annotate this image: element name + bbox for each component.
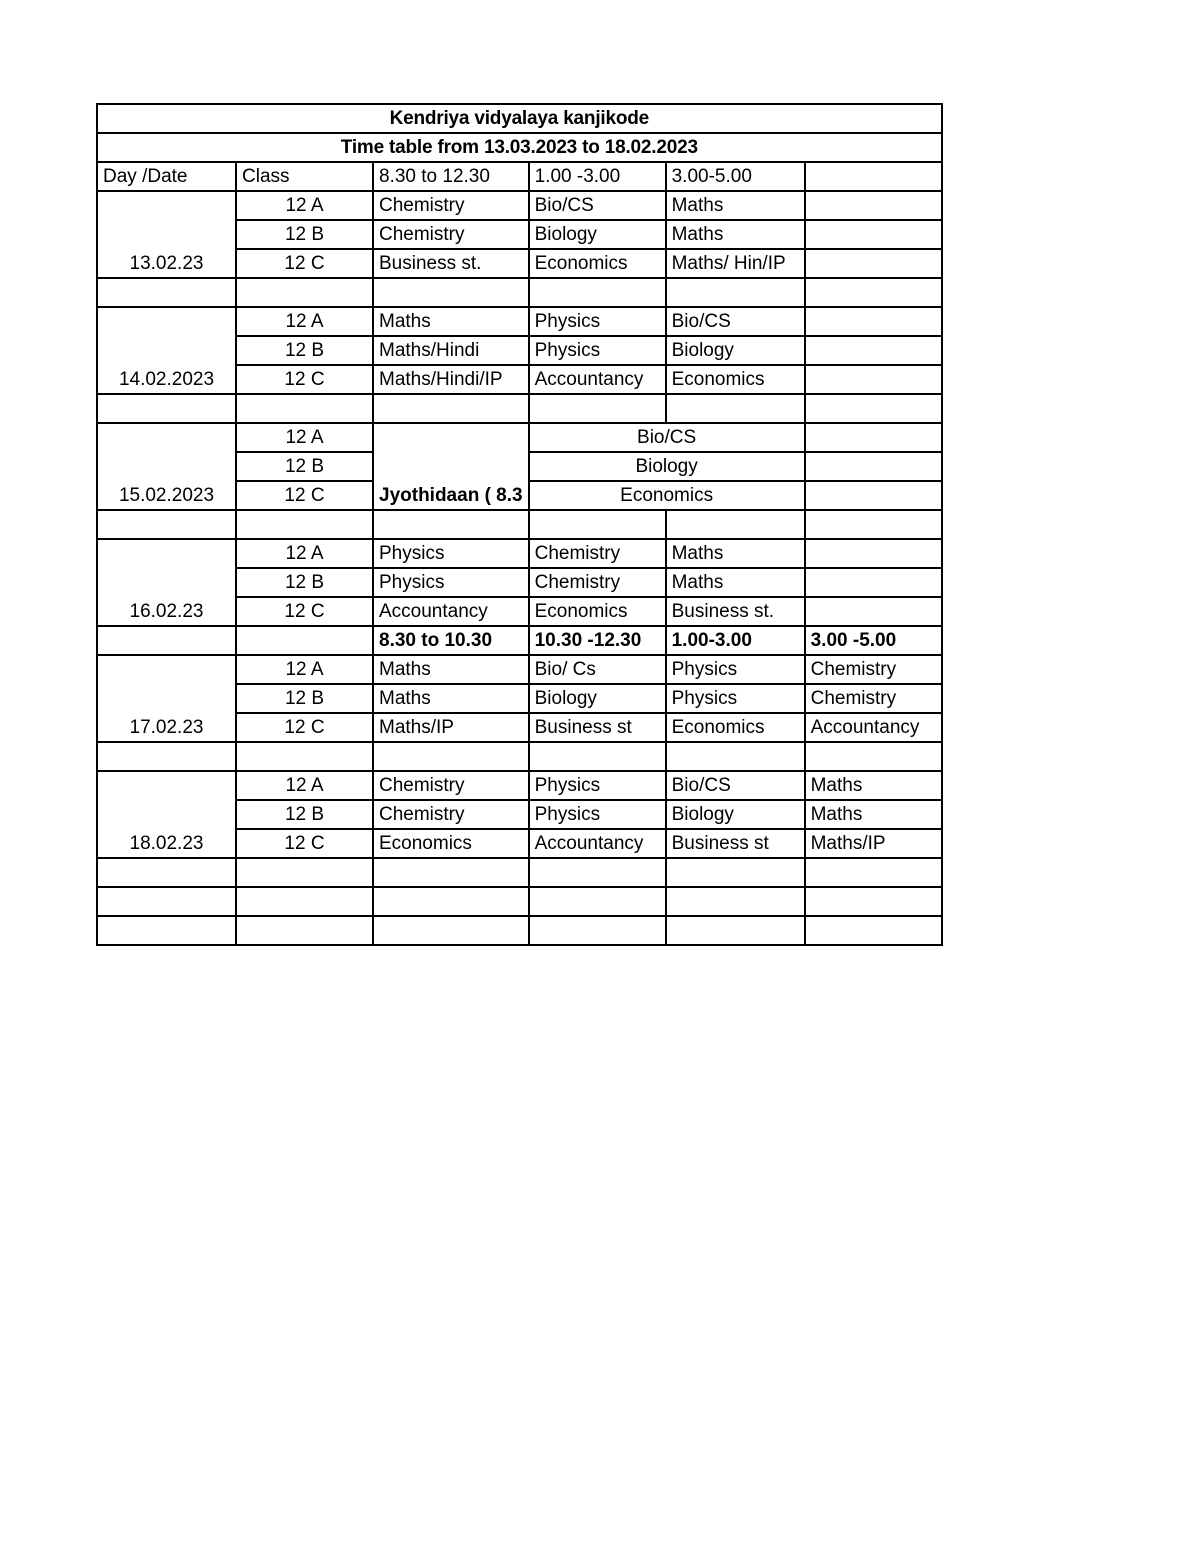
empty-cell [805, 481, 942, 510]
subject-cell: Physics [666, 655, 805, 684]
subject-cell: Chemistry [373, 771, 529, 800]
subject-cell: Physics [666, 684, 805, 713]
school-title: Kendriya vidyalaya kanjikode [97, 104, 942, 133]
subject-cell: Maths [666, 568, 805, 597]
subject-cell: Economics [529, 481, 805, 510]
subject-cell: Physics [373, 568, 529, 597]
table-row [97, 307, 942, 336]
empty-cell [805, 365, 942, 394]
subject-cell: Maths/IP [373, 713, 529, 742]
subject-cell: Chemistry [373, 191, 529, 220]
subject-cell: Physics [529, 771, 666, 800]
timetable-subtitle: Time table from 13.03.2023 to 18.02.2023 [97, 133, 942, 162]
date-cell: 18.02.23 [97, 771, 236, 858]
empty-cell [805, 539, 942, 568]
subject-cell: Economics [529, 249, 666, 278]
subject-cell: Business st [666, 829, 805, 858]
subject-cell: Chemistry [805, 684, 942, 713]
class-cell: 12 A [236, 423, 373, 452]
subject-cell: Accountancy [529, 829, 666, 858]
class-cell: 12 A [236, 191, 373, 220]
date-cell: 17.02.23 [97, 655, 236, 742]
subject-cell: Maths/ Hin/IP [666, 249, 805, 278]
class-cell: 12 C [236, 597, 373, 626]
empty-cell [805, 336, 942, 365]
table-row [97, 423, 942, 452]
header-slot-3: 3.00-5.00 [666, 162, 805, 191]
class-cell: 12 B [236, 220, 373, 249]
subtitle-row [97, 133, 942, 162]
date-cell: 14.02.2023 [97, 307, 236, 394]
subject-cell: Business st [529, 713, 666, 742]
subject-cell: Biology [529, 452, 805, 481]
table-row [97, 655, 942, 684]
header2-slot-3: 1.00-3.00 [666, 626, 805, 655]
class-cell: 12 A [236, 771, 373, 800]
class-cell: 12 C [236, 713, 373, 742]
empty-cell [805, 597, 942, 626]
class-cell: 12 A [236, 539, 373, 568]
subject-cell: Maths/IP [805, 829, 942, 858]
subject-cell: Business st. [373, 249, 529, 278]
subject-cell: Chemistry [373, 800, 529, 829]
subject-cell: Accountancy [373, 597, 529, 626]
subject-cell: Biology [529, 684, 666, 713]
class-cell: 12 B [236, 568, 373, 597]
subject-cell: Maths [373, 307, 529, 336]
subject-cell: Maths/Hindi/IP [373, 365, 529, 394]
class-cell: 12 A [236, 655, 373, 684]
class-cell: 12 C [236, 481, 373, 510]
subject-cell: Maths [805, 771, 942, 800]
header2-slot-2: 10.30 -12.30 [529, 626, 666, 655]
subject-cell: Physics [529, 800, 666, 829]
subject-cell: Physics [373, 539, 529, 568]
subject-cell: Maths [666, 539, 805, 568]
subject-cell: Biology [666, 336, 805, 365]
subject-cell: Bio/CS [666, 771, 805, 800]
empty-cell [805, 307, 942, 336]
subject-cell: Bio/ Cs [529, 655, 666, 684]
spacer-row [97, 916, 942, 945]
empty-cell [805, 423, 942, 452]
empty-cell [805, 191, 942, 220]
subject-cell: Biology [529, 220, 666, 249]
subject-cell: Bio/CS [529, 423, 805, 452]
empty-cell [805, 249, 942, 278]
title-row [97, 104, 942, 133]
subject-cell: Chemistry [373, 220, 529, 249]
jyothidaan-cell: Jyothidaan ( 8.3 [373, 423, 529, 510]
spacer-row [97, 278, 942, 307]
header-class: Class [236, 162, 373, 191]
class-cell: 12 C [236, 249, 373, 278]
subject-cell: Business st. [666, 597, 805, 626]
subject-cell: Chemistry [805, 655, 942, 684]
subject-cell: Maths [805, 800, 942, 829]
header-slot-1: 8.30 to 12.30 [373, 162, 529, 191]
header-row [97, 162, 942, 191]
header-day: Day /Date [97, 162, 236, 191]
subject-cell: Maths [666, 191, 805, 220]
empty-cell [805, 220, 942, 249]
subject-cell: Economics [529, 597, 666, 626]
subject-cell: Economics [373, 829, 529, 858]
subject-cell: Physics [529, 336, 666, 365]
spacer-row [97, 858, 942, 887]
class-cell: 12 B [236, 336, 373, 365]
class-cell: 12 A [236, 307, 373, 336]
table-row [97, 539, 942, 568]
class-cell: 12 C [236, 365, 373, 394]
subject-cell: Chemistry [529, 539, 666, 568]
class-cell: 12 B [236, 684, 373, 713]
table-row [97, 771, 942, 800]
class-cell: 12 B [236, 800, 373, 829]
spacer-row [97, 510, 942, 539]
class-cell: 12 B [236, 452, 373, 481]
subject-cell: Bio/CS [666, 307, 805, 336]
header2-slot-1: 8.30 to 10.30 [373, 626, 529, 655]
subject-cell: Economics [666, 713, 805, 742]
subject-cell: Maths/Hindi [373, 336, 529, 365]
subject-cell: Accountancy [805, 713, 942, 742]
subject-cell: Maths [373, 655, 529, 684]
spacer-row [97, 742, 942, 771]
subject-cell: Physics [529, 307, 666, 336]
subject-cell: Chemistry [529, 568, 666, 597]
subject-cell: Bio/CS [529, 191, 666, 220]
header-row-2 [97, 626, 942, 655]
class-cell: 12 C [236, 829, 373, 858]
date-cell: 13.02.23 [97, 191, 236, 278]
subject-cell: Economics [666, 365, 805, 394]
empty-cell [805, 452, 942, 481]
header-slot-4 [805, 162, 942, 191]
table-row [97, 191, 942, 220]
date-cell: 15.02.2023 [97, 423, 236, 510]
date-cell: 16.02.23 [97, 539, 236, 626]
empty-cell [805, 568, 942, 597]
subject-cell: Accountancy [529, 365, 666, 394]
header2-slot-4: 3.00 -5.00 [805, 626, 942, 655]
subject-cell: Biology [666, 800, 805, 829]
subject-cell: Maths [666, 220, 805, 249]
spacer-row [97, 394, 942, 423]
timetable [96, 103, 943, 946]
spacer-row [97, 887, 942, 916]
header-slot-2: 1.00 -3.00 [529, 162, 666, 191]
subject-cell: Maths [373, 684, 529, 713]
